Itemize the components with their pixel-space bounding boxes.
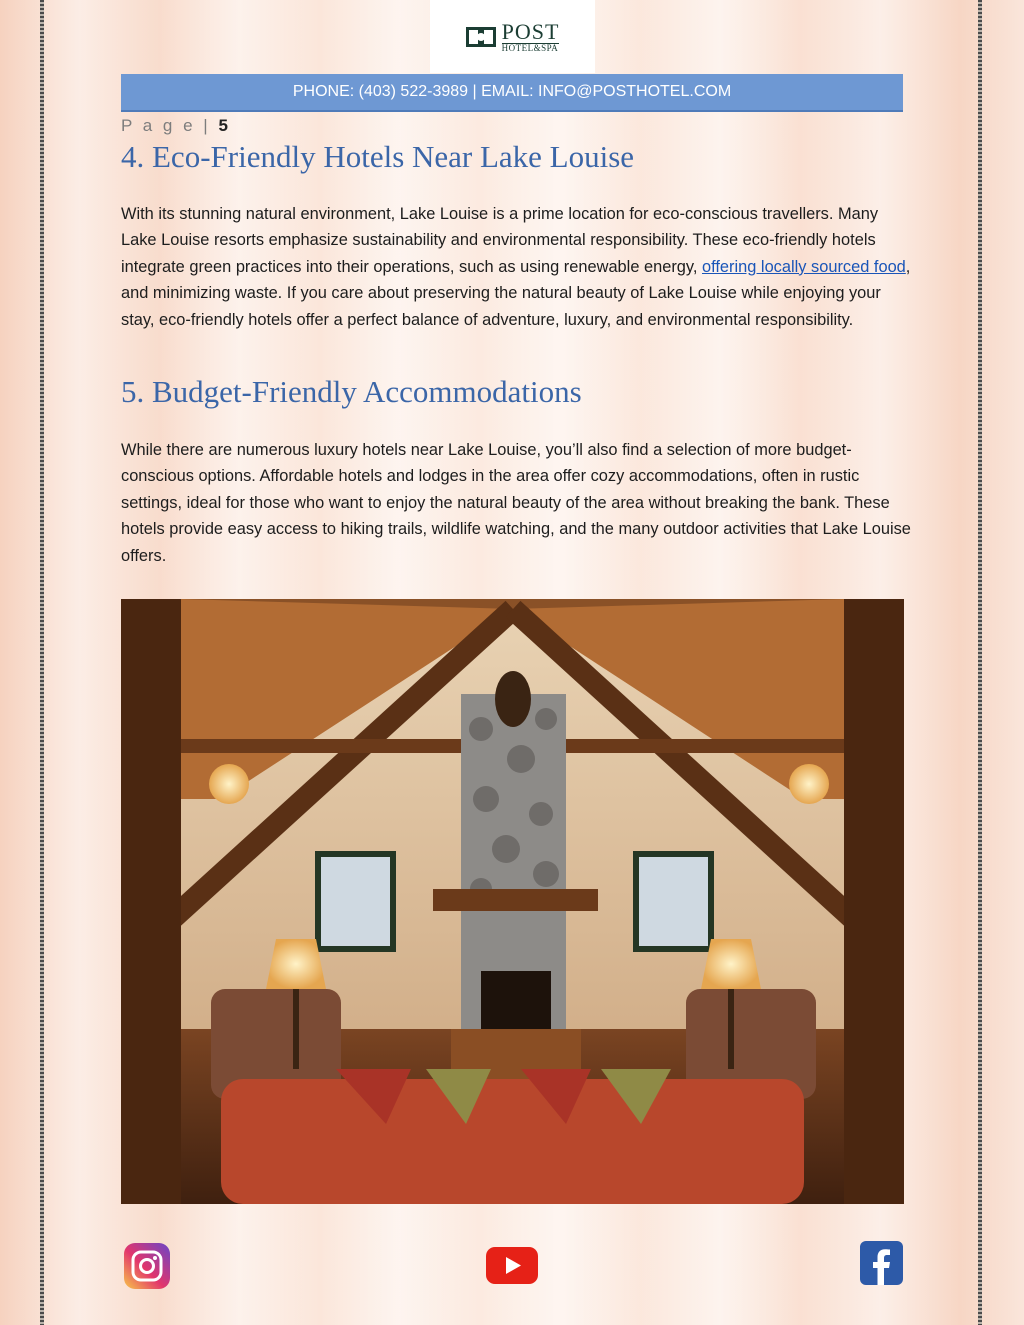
budget-friendly-paragraph: While there are numerous luxury hotels near Lake Louise, you’ll also find a selection of more budget-conscious options. Affordable hotels and lodges in the area offer cozy accommodations, often in rustic settings, ideal for those who want to enjoy the natural beauty of the area without breaking the bank. These hotels provide easy access to hiking trails, wildlife watching, and the many outdoor activities that Lake Louise offers. [121,441,911,565]
eco-friendly-paragraph [121,201,911,333]
youtube-icon[interactable] [486,1247,538,1284]
eco-friendly-heading: 4. Eco-Friendly Hotels Near Lake Louise [121,139,635,174]
logo-mark-icon [466,25,496,49]
right-border [978,0,982,1325]
logo-name: POST [501,18,560,44]
eco-text-after: , and minimizing waste. If you care about preserving the natural beauty of Lake Louise while enjoying your stay, eco-friendly hotels offer a perfect balance of adventure, luxury, and environmental responsibility. [121,257,911,329]
page-number-value: 5 [218,116,228,135]
page-label: P a g e | [121,116,211,135]
lodge-interior-photo [121,599,904,1204]
eco-text-before: With its stunning natural environment, Lake Louise is a prime location for eco-conscious travellers. Many Lake Louise resorts emphasize sustainability and environmental responsibility. These eco-friendly hotels integrate green practices into their operations, such as using renewable energy, [121,205,879,276]
logo-subtitle: HOTEL&SPA [501,42,559,53]
locally-sourced-food-link[interactable]: offering locally sourced food [702,257,906,276]
contact-bar: PHONE: (403) 522-3989 | EMAIL: INFO@POSTHOTEL.COM [121,74,903,112]
hotel-logo[interactable] [430,0,595,73]
left-border [40,0,44,1325]
budget-friendly-heading: 5. Budget-Friendly Accommodations [121,374,582,409]
page-number [121,116,228,136]
instagram-icon[interactable] [124,1243,170,1289]
facebook-icon[interactable] [860,1241,903,1285]
